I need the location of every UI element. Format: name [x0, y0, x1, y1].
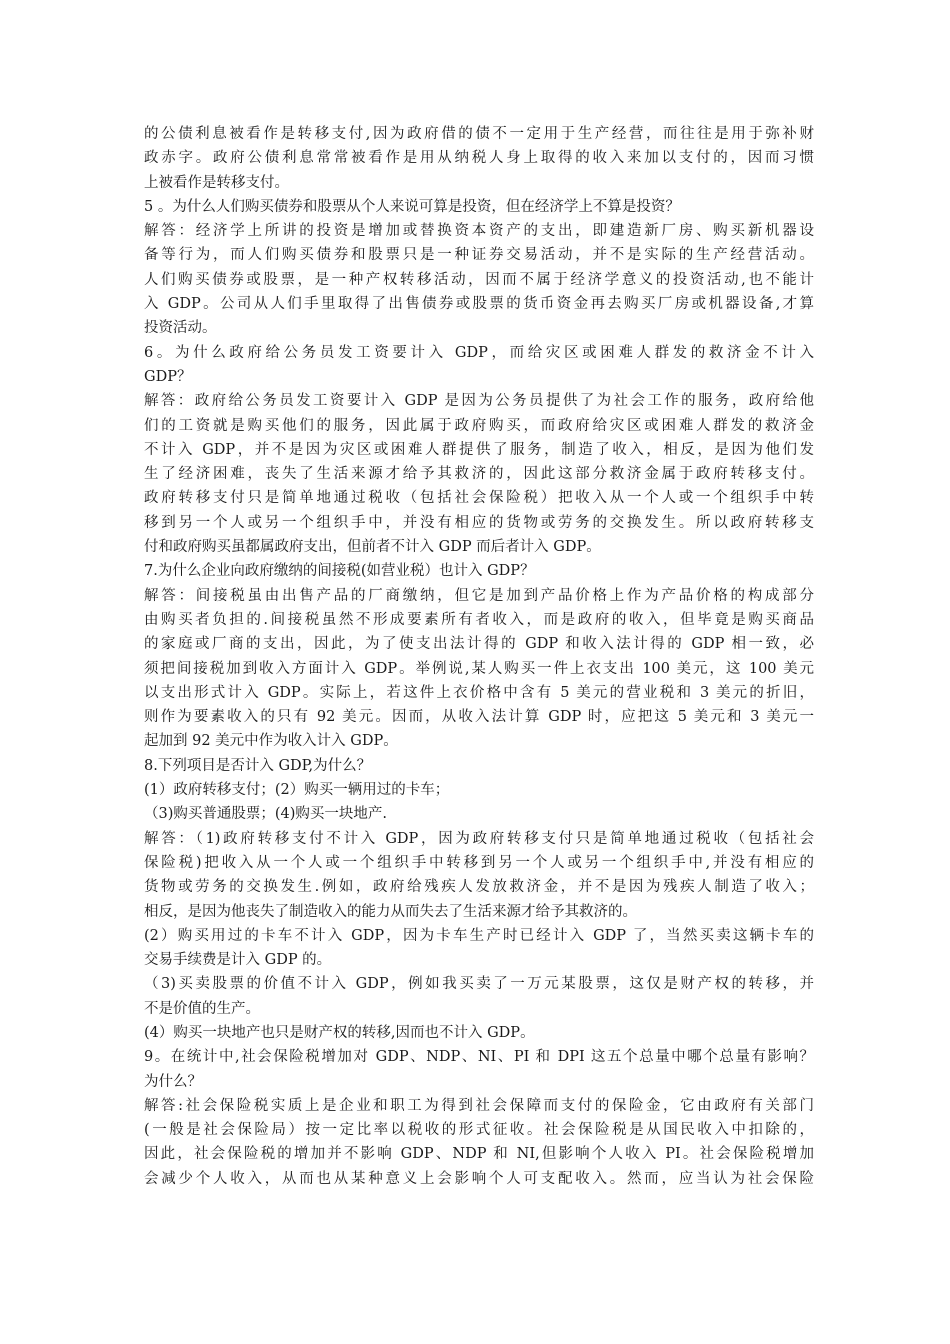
- text-line: 上被看作是转移支付。: [144, 174, 289, 191]
- text-line: 9。在统计中,社会保险税增加对 GDP、NDP、NI、PI 和 DPI 这五个总量中哪个总量有影响？: [144, 1049, 814, 1066]
- text-line: 的公债利息被看作是转移支付,因为政府借的债不一定用于生产经营，而往往是用于弥补财: [144, 126, 814, 142]
- text-line: 的家庭或厂商的支出，因此，为了使支出法计得的 GDP 和收入法计得的 GDP 相一致，必: [144, 636, 814, 653]
- text-line: 货物或劳务的交换发生.例如，政府给残疾人发放救济金，并不是因为残疾人制造了收入；: [144, 879, 814, 896]
- text-line: 解答：经济学上所讲的投资是增加或替换资本资产的支出，即建造新厂房、购买新机器设: [144, 223, 814, 240]
- text-line: 保险税)把收入从一个人或一个组织手中转移到另一个人或另一个组织手中,并没有相应的: [144, 854, 814, 871]
- text-line: 7.为什么企业向政府缴纳的间接税(如营业税）也计入 GDP？: [144, 563, 535, 580]
- text-line: 因此，社会保险税的增加并不影响 GDP、NDP 和 NI,但影响个人收入 PI。社会保险税增加: [144, 1146, 814, 1163]
- text-line: 交易手续费是计入 GDP 的。: [144, 952, 332, 969]
- text-line: 则作为要素收入的只有 92 美元。因而，从收入法计算 GDP 时，应把这 5 美元和 3 美元一: [144, 709, 814, 726]
- text-line: GDP？: [144, 368, 192, 385]
- text-line: 政府转移支付只是简单地通过税收（包括社会保险税）把收入从一个人或一个组织手中转: [144, 490, 814, 507]
- text-line: (1）政府转移支付；(2）购买一辆用过的卡车；: [144, 782, 450, 799]
- text-line: (4）购买一块地产也只是财产权的转移,因而也不计入 GDP。: [144, 1024, 535, 1041]
- text-line: 解答：间接税虽由出售产品的厂商缴纳，但它是加到产品价格上作为产品价格的构成部分: [144, 587, 814, 604]
- text-line: 政赤字。政府公债利息常常被看作是用从纳税人身上取得的收入来加以支付的，因而习惯: [144, 150, 814, 167]
- text-line: 5 。为什么人们购买债券和股票从个人来说可算是投资，但在经济学上不算是投资？: [144, 198, 680, 215]
- document-page: [144, 122, 814, 1191]
- text-line: 解答：（1)政府转移支付不计入 GDP，因为政府转移支付只是简单地通过税收（包括社会: [144, 830, 814, 847]
- text-line: 人们购买债券或股票，是一种产权转移活动，因而不属于经济学意义的投资活动,也不能计: [144, 271, 814, 288]
- text-line: 为什么？: [144, 1073, 202, 1090]
- text-line: 生了经济困难，丧失了生活来源才给予其救济的，因此这部分救济金属于政府转移支付。: [144, 466, 814, 483]
- text-line: 付和政府购买虽都属政府支出，但前者不计入 GDP 而后者计入 GDP。: [144, 539, 601, 556]
- text-line: 解答：政府给公务员发工资要计入 GDP 是因为公务员提供了为社会工作的服务，政府给他: [144, 393, 814, 410]
- text-line: 起加到 92 美元中作为收入计入 GDP。: [144, 733, 398, 750]
- text-line: （3)购买普通股票；(4)购买一块地产.: [144, 806, 388, 823]
- text-line: 6。为什么政府给公务员发工资要计入 GDP，而给灾区或困难人群发的救济金不计入: [144, 344, 814, 361]
- text-line: 由购买者负担的.间接税虽然不形成要素所有者收入，而是政府的收入，但毕竟是购买商品: [144, 611, 814, 628]
- text-line: 不是价值的生产。: [144, 1000, 260, 1017]
- text-line: 不计入 GDP，并不是因为灾区或困难人群提供了服务，制造了收入，相反，是因为他们发: [144, 441, 814, 458]
- text-line: 备等行为，而人们购买债券和股票只是一种证券交易活动，并不是实际的生产经营活动。: [144, 247, 814, 264]
- text-line: 入 GDP。公司从人们手里取得了出售债券或股票的货币资金再去购买厂房或机器设备,才算: [144, 296, 814, 313]
- text-line: 8.下列项目是否计入 GDP,为什么？: [144, 757, 372, 774]
- text-line: (一般是社会保险局）按一定比率以税收的形式征收。社会保险税是从国民收入中扣除的，: [144, 1122, 814, 1139]
- text-line: 解答:社会保险税实质上是企业和职工为得到社会保障而支付的保险金，它由政府有关部门: [144, 1097, 814, 1114]
- text-line: (2）购买用过的卡车不计入 GDP，因为卡车生产时已经计入 GDP 了，当然买卖这辆卡车的: [144, 927, 814, 944]
- text-line: （3)买卖股票的价值不计入 GDP，例如我买卖了一万元某股票，这仅是财产权的转移，并: [144, 976, 814, 993]
- text-line: 移到另一个人或另一个组织手中，并没有相应的货物或劳务的交换发生。所以政府转移支: [144, 514, 814, 531]
- text-line: 们的工资就是购买他们的服务，因此属于政府购买，而政府给灾区或困难人群发的救济金: [144, 417, 814, 434]
- text-line: 以支出形式计入 GDP。实际上，若这件上衣价格中含有 5 美元的营业税和 3 美元的折旧，: [144, 684, 814, 701]
- text-line: 相反，是因为他丧失了制造收入的能力从而失去了生活来源才给予其救济的。: [144, 903, 637, 920]
- text-line: 须把间接税加到收入方面计入 GDP。举例说,某人购买一件上衣支出 100 美元，这 100 美元: [144, 660, 814, 677]
- text-line: 会减少个人收入，从而也从某种意义上会影响个人可支配收入。然而，应当认为社会保险: [144, 1170, 814, 1187]
- text-line: 投资活动。: [144, 320, 217, 337]
